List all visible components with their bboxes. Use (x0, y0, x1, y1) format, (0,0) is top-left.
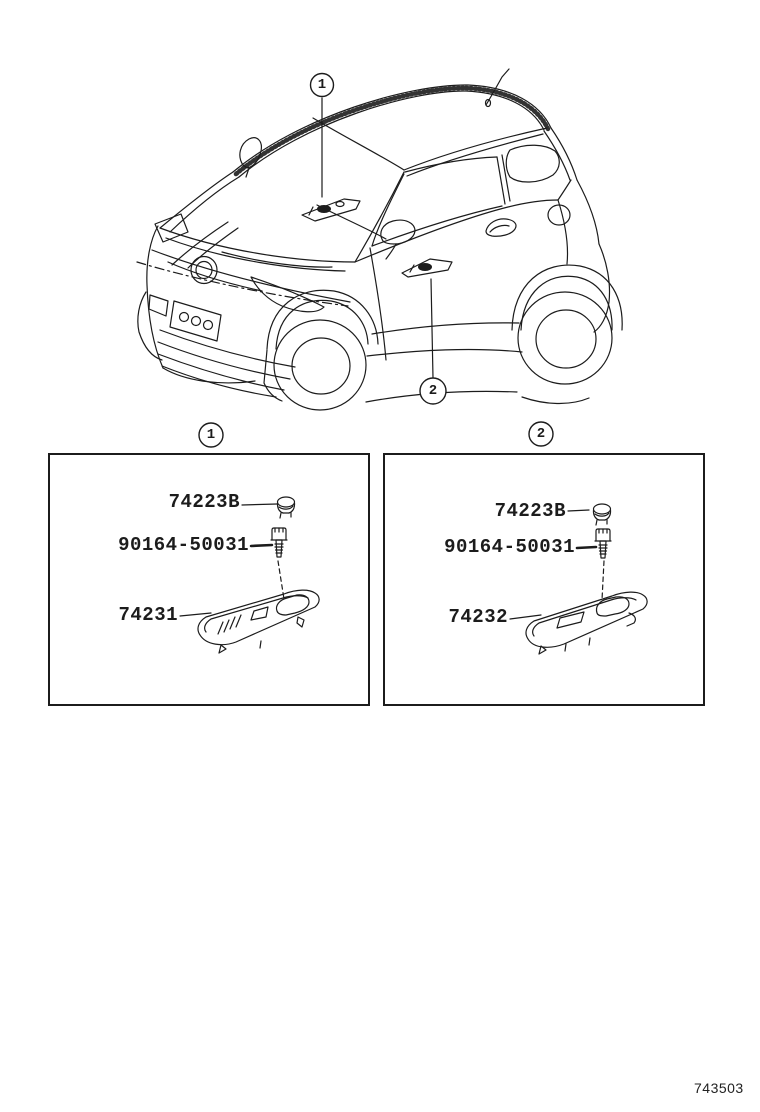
box-1-callout: 1 (206, 427, 216, 443)
door-handle (486, 219, 516, 236)
part-number-74232: 74232 (448, 606, 508, 628)
hood-centerline (137, 262, 348, 306)
vehicle-illustration (137, 69, 622, 410)
part-number-74223b-box1: 74223B (168, 491, 240, 513)
detail-box-2 (383, 453, 705, 706)
vehicle-callout-1: 1 (317, 77, 327, 93)
fog-lamp-left (149, 295, 168, 316)
part-number-90164-50031-box1: 90164-50031 (118, 534, 249, 556)
cowl-switch-bezel-part (302, 199, 360, 221)
quarter-window (506, 145, 559, 182)
figure-code: 743503 (694, 1080, 744, 1096)
door-switch-bezel-part (402, 259, 452, 277)
front-wheel (274, 320, 366, 410)
box-2-callout: 2 (536, 426, 546, 442)
license-plate (170, 301, 221, 341)
part-number-74231: 74231 (118, 604, 178, 626)
rear-wheel (518, 292, 612, 384)
part-number-90164-50031-box2: 90164-50031 (444, 536, 575, 558)
callout-2-leader (431, 279, 433, 378)
roof-drip-rail-hatch (236, 88, 548, 174)
fuel-door (548, 205, 570, 225)
vehicle-callout-2: 2 (428, 383, 438, 399)
part-number-74223b-box2: 74223B (494, 500, 566, 522)
